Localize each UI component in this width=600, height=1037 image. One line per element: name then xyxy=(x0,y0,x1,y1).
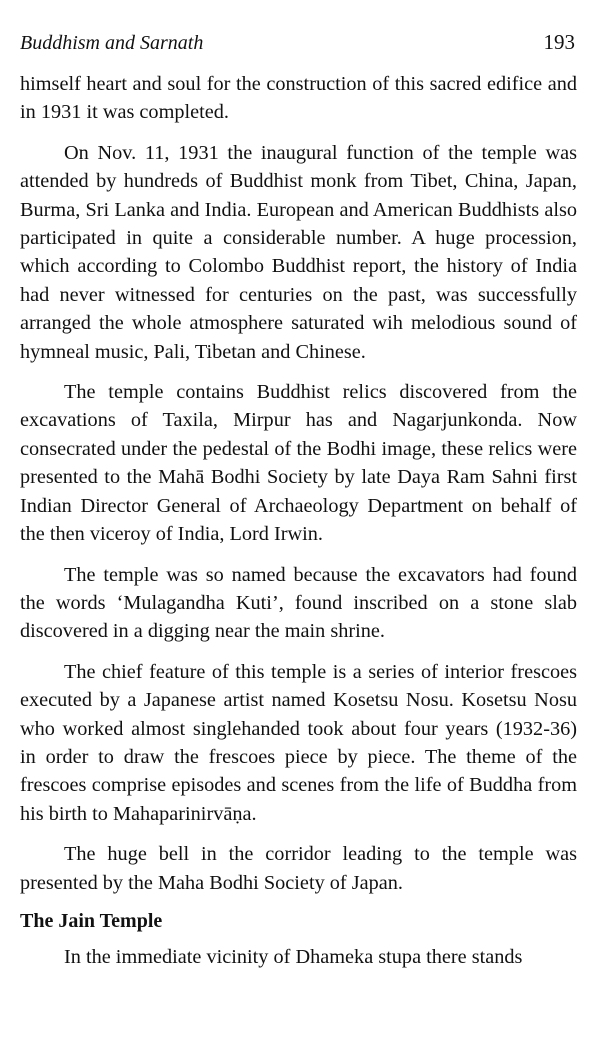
paragraph-frescoes: The chief feature of this temple is a series of interior frescoes executed by a Japanese artist named Kosetsu Nosu. Kosetsu Nosu who worked almost singlehanded took about four years (1932-36) in order to draw the frescoes piece by piece. The theme of the frescoes comprise episodes and scenes from the life of Buddha from his birth to Mahaparinirvāṇa. xyxy=(20,660,577,825)
paragraph-bell: The huge bell in the corridor leading to the temple was presented by the Maha Bodhi Society of Japan. xyxy=(20,843,577,894)
page-number: 193 xyxy=(543,30,575,54)
paragraph-relics: The temple contains Buddhist relics discovered from the excavations of Taxila, Mirpur has and Nagarjunkonda. Now consecrated under the pedestal of the Bodhi image, these relics were presented to the Mahā Bodhi Society by late Daya Ram Sahni first Indian Director General of Archaeology Department on behalf of the then viceroy of India, Lord Irwin. xyxy=(20,381,577,546)
paragraph-continued: himself heart and soul for the construction of this sacred edifice and in 1931 it was completed. xyxy=(20,73,577,124)
running-head xyxy=(20,30,577,70)
section-heading-jain-temple: The Jain Temple xyxy=(20,909,163,932)
paragraph-name-origin: The temple was so named because the excavators had found the words ‘Mulagandha Kuti’, found inscribed on a stone slab discovered in a digging near the main shrine. xyxy=(20,563,577,643)
paragraph-jain-temple: In the immediate vicinity of Dhameka stupa there stands xyxy=(64,945,523,968)
paragraph-inauguration: On Nov. 11, 1931 the inaugural function of the temple was attended by hundreds of Buddhist monk from Tibet, China, Japan, Burma, Sri Lanka and India. European and American Buddhists also participated in quite a considerable number. A huge procession, which according to Colombo Buddhist report, the history of India had never witnessed for centuries on the past, was successfully arranged the whole atmosphere saturated wih melodious sound of hymneal music, Pali, Tibetan and Chinese. xyxy=(20,141,577,363)
book-page xyxy=(20,30,577,983)
running-title: Buddhism and Sarnath xyxy=(20,32,204,54)
